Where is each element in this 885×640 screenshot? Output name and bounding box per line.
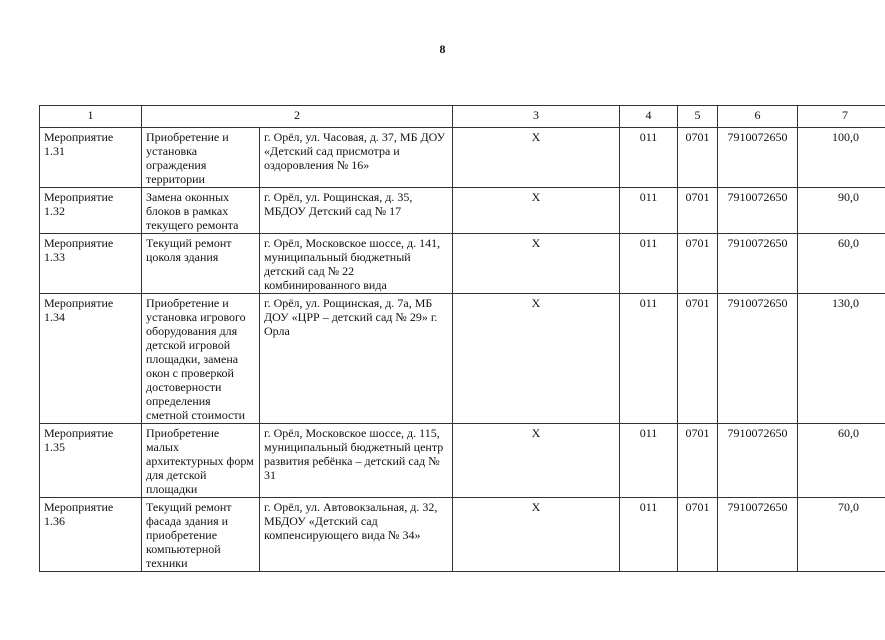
table-row	[40, 128, 885, 188]
name-cell: Приобретение и установка игрового оборудования для детской игровой площадки, замена окон с проверкой достоверности определения сметной стоимости	[142, 294, 260, 424]
col7-cell: 60,0	[798, 234, 885, 294]
table-row	[40, 188, 885, 234]
col3-cell: Х	[453, 424, 620, 498]
col4-cell: 011	[620, 424, 678, 498]
table-row	[40, 498, 885, 572]
col6-cell: 7910072650	[718, 188, 798, 234]
address-cell: г. Орёл, Московское шоссе, д. 115, муниципальный бюджетный центр развития ребёнка – детский сад № 31	[260, 424, 453, 498]
col4-cell: 011	[620, 498, 678, 572]
event-cell: Мероприятие 1.32	[40, 188, 142, 234]
col5-cell: 0701	[678, 128, 718, 188]
header-cell-4: 4	[620, 106, 678, 128]
col4-cell: 011	[620, 128, 678, 188]
col5-cell: 0701	[678, 424, 718, 498]
header-cell-3: 3	[453, 106, 620, 128]
col7-cell: 90,0	[798, 188, 885, 234]
table-row	[40, 234, 885, 294]
address-cell: г. Орёл, ул. Часовая, д. 37, МБ ДОУ «Детский сад присмотра и оздоровления № 16»	[260, 128, 453, 188]
page-number: 8	[439, 42, 446, 56]
event-cell: Мероприятие 1.33	[40, 234, 142, 294]
col6-cell: 7910072650	[718, 424, 798, 498]
header-cell-1: 1	[40, 106, 142, 128]
col7-cell: 70,0	[798, 498, 885, 572]
event-cell: Мероприятие 1.35	[40, 424, 142, 498]
name-cell: Приобретение малых архитектурных форм для детской площадки	[142, 424, 260, 498]
col6-cell: 7910072650	[718, 234, 798, 294]
col7-cell: 60,0	[798, 424, 885, 498]
col6-cell: 7910072650	[718, 128, 798, 188]
header-row	[40, 106, 885, 128]
address-cell: г. Орёл, ул. Рощинская, д. 7а, МБ ДОУ «ЦРР – детский сад № 29» г. Орла	[260, 294, 453, 424]
name-cell: Замена оконных блоков в рамках текущего ремонта	[142, 188, 260, 234]
header-cell-7: 7	[798, 106, 885, 128]
event-cell: Мероприятие 1.34	[40, 294, 142, 424]
header-cell-2: 2	[142, 106, 453, 128]
col6-cell: 7910072650	[718, 294, 798, 424]
event-cell: Мероприятие 1.31	[40, 128, 142, 188]
table-row	[40, 294, 885, 424]
address-cell: г. Орёл, ул. Рощинская, д. 35, МБДОУ Детский сад № 17	[260, 188, 453, 234]
header-cell-6: 6	[718, 106, 798, 128]
col6-cell: 7910072650	[718, 498, 798, 572]
col3-cell: Х	[453, 128, 620, 188]
table-row	[40, 424, 885, 498]
col5-cell: 0701	[678, 294, 718, 424]
event-cell: Мероприятие 1.36	[40, 498, 142, 572]
col5-cell: 0701	[678, 234, 718, 294]
address-cell: г. Орёл, ул. Автовокзальная, д. 32, МБДОУ «Детский сад компенсирующего вида № 34»	[260, 498, 453, 572]
col3-cell: Х	[453, 294, 620, 424]
name-cell: Приобретение и установка ограждения территории	[142, 128, 260, 188]
events-table	[39, 105, 885, 572]
col3-cell: Х	[453, 498, 620, 572]
name-cell: Текущий ремонт цоколя здания	[142, 234, 260, 294]
header-cell-5: 5	[678, 106, 718, 128]
col3-cell: Х	[453, 188, 620, 234]
col4-cell: 011	[620, 188, 678, 234]
address-cell: г. Орёл, Московское шоссе, д. 141, муниципальный бюджетный детский сад № 22 комбинированного вида	[260, 234, 453, 294]
col5-cell: 0701	[678, 498, 718, 572]
col4-cell: 011	[620, 294, 678, 424]
col7-cell: 130,0	[798, 294, 885, 424]
col7-cell: 100,0	[798, 128, 885, 188]
name-cell: Текущий ремонт фасада здания и приобретение компьютерной техники	[142, 498, 260, 572]
col5-cell: 0701	[678, 188, 718, 234]
col3-cell: Х	[453, 234, 620, 294]
col4-cell: 011	[620, 234, 678, 294]
